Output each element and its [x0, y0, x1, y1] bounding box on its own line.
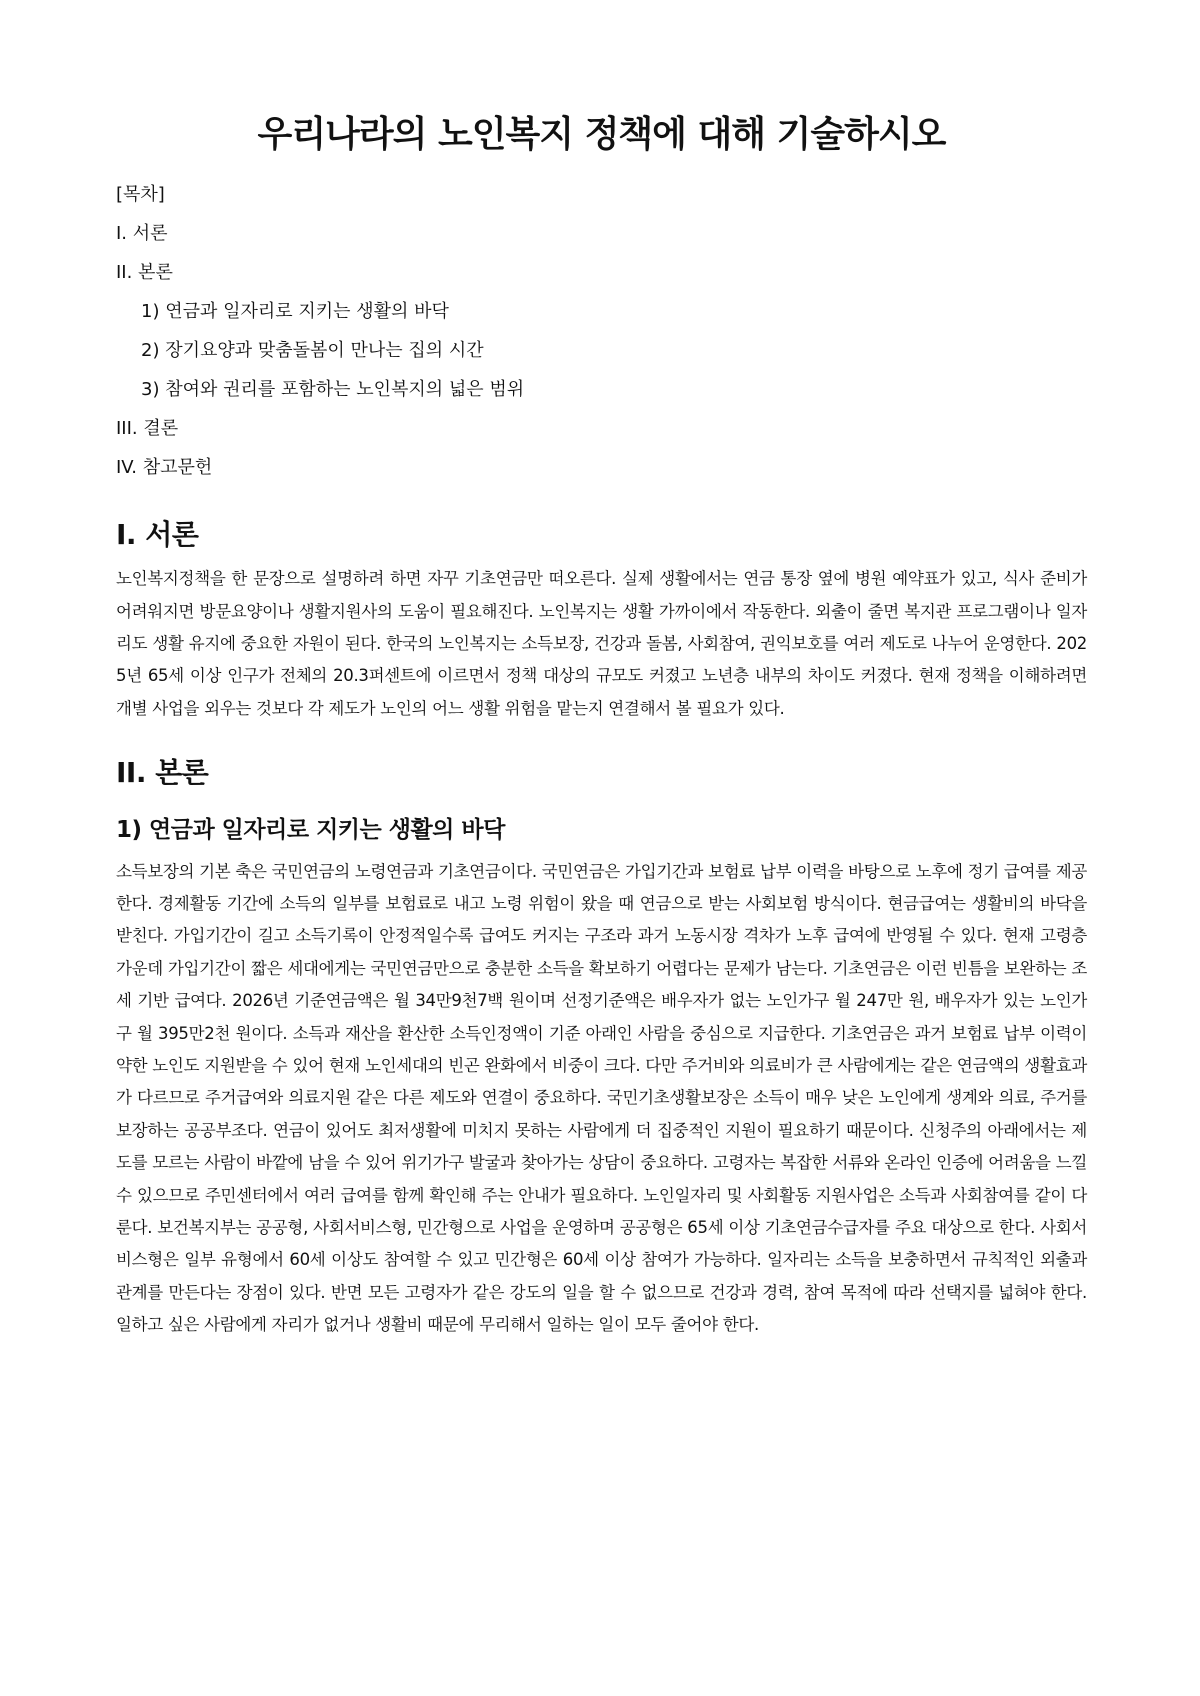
section-body — [116, 755, 1087, 1341]
toc-item-references: IV. 참고문헌 — [116, 456, 213, 478]
toc-header: [목차] — [116, 183, 165, 205]
section-heading-introduction: I. 서론 — [116, 517, 199, 551]
toc-item-body: II. 본론 — [116, 261, 173, 283]
pension-jobs-paragraph: 소득보장의 기본 축은 국민연금의 노령연금과 기초연금이다. 국민연금은 가입기간과 보험료 납부 이력을 바탕으로 노후에 정기 급여를 제공한다. 경제활동 기간에 소득의 일부를 보험료로 내고 노령 위험이 왔을 때 연금으로 받는 사회보험 방식이다. 현금급여는 생활비의 바닥을 받친다. 가입기간이 길고 소득기록이 안정적일수록 급여도 커지는 구조라 과거 노동시장 격차가 노후 급여에 반영될 수 있다. 현재 고령층 가운데 가입기간이 짧은 세대에게는 국민연금만으로 충분한 소득을 확보하기 어렵다는 문제가 남는다. 기초연금은 이런 빈틈을 보완하는 조세 기반 급여다. 2026년 기준연금액은 월 34만9천7백 원이며 선정기준액은 배우자가 없는 노인가구 월 247만 원, 배우자가 있는 노인가구 월 395만2천 원이다. 소득과 재산을 환산한 소득인정액이 기준 아래인 사람을 중심으로 지급한다. 기초연금은 과거 보험료 납부 이력이 약한 노인도 지원받을 수 있어 현재 노인세대의 빈곤 완화에서 비중이 크다. 다만 주거비와 의료비가 큰 사람에게는 같은 연금액의 생활효과가 다르므로 주거급여와 의료지원 같은 다른 제도와 연결이 중요하다. 국민기초생활보장은 소득이 매우 낮은 노인에게 생계와 의료, 주거를 보장하는 공공부조다. 연금이 있어도 최저생활에 미치지 못하는 사람에게 더 집중적인 지원이 필요하기 때문이다. 신청주의 아래에서는 제도를 모르는 사람이 바깥에 남을 수 있어 위기가구 발굴과 찾아가는 상담이 중요하다. 고령자는 복잡한 서류와 온라인 인증에 어려움을 느낄 수 있으므로 주민센터에서 여러 급여를 함께 확인해 주는 안내가 필요하다. 노인일자리 및 사회활동 지원사업은 소득과 사회참여를 같이 다룬다. 보건복지부는 공공형, 사회서비스형, 민간형으로 사업을 운영하며 공공형은 65세 이상 기초연금수급자를 주요 대상으로 한다. 사회서비스형은 일부 유형에서 60세 이상도 참여할 수 있고 민간형은 60세 이상 참여가 가능하다. 일자리는 소득을 보충하면서 규칙적인 외출과 관계를 만든다는 장점이 있다. 반면 모든 고령자가 같은 강도의 일을 할 수 없으므로 건강과 경력, 참여 목적에 따라 선택지를 넓혀야 한다. 일하고 싶은 사람에게 자리가 없거나 생활비 때문에 무리해서 일하는 일이 모두 줄어야 한다. — [116, 861, 1087, 1335]
document-title: 우리나라의 노인복지 정책에 대해 기술하시오 — [257, 114, 946, 155]
toc-item-intro: I. 서론 — [116, 222, 168, 244]
section-heading-body: II. 본론 — [116, 756, 209, 790]
section-introduction — [116, 517, 1087, 725]
table-of-contents — [116, 175, 1087, 487]
toc-item-body-3: 3) 참여와 권리를 포함하는 노인복지의 넓은 범위 — [141, 378, 525, 400]
toc-item-body-1: 1) 연금과 일자리로 지키는 생활의 바닥 — [141, 300, 449, 322]
toc-item-body-2: 2) 장기요양과 맞춤돌봄이 만나는 집의 시간 — [141, 339, 484, 361]
introduction-paragraph: 노인복지정책을 한 문장으로 설명하려 하면 자꾸 기초연금만 떠오른다. 실제 생활에서는 연금 통장 옆에 병원 예약표가 있고, 식사 준비가 어려워지면 방문요양이나 생활지원사의 도움이 필요해진다. 노인복지는 생활 가까이에서 작동한다. 외출이 줄면 복지관 프로그램이나 일자리도 생활 유지에 중요한 자원이 된다. 한국의 노인복지는 소득보장, 건강과 돌봄, 사회참여, 권익보호를 여러 제도로 나누어 운영한다. 2025년 65세 이상 인구가 전체의 20.3퍼센트에 이르면서 정책 대상의 규모도 커졌고 노년층 내부의 차이도 커졌다. 현재 정책을 이해하려면 개별 사업을 외우는 것보다 각 제도가 노인의 어느 생활 위험을 맡는지 연결해서 볼 필요가 있다. — [116, 569, 1087, 718]
subsection-heading-pension-jobs: 1) 연금과 일자리로 지키는 생활의 바닥 — [116, 816, 505, 843]
toc-item-conclusion: III. 결론 — [116, 417, 179, 439]
